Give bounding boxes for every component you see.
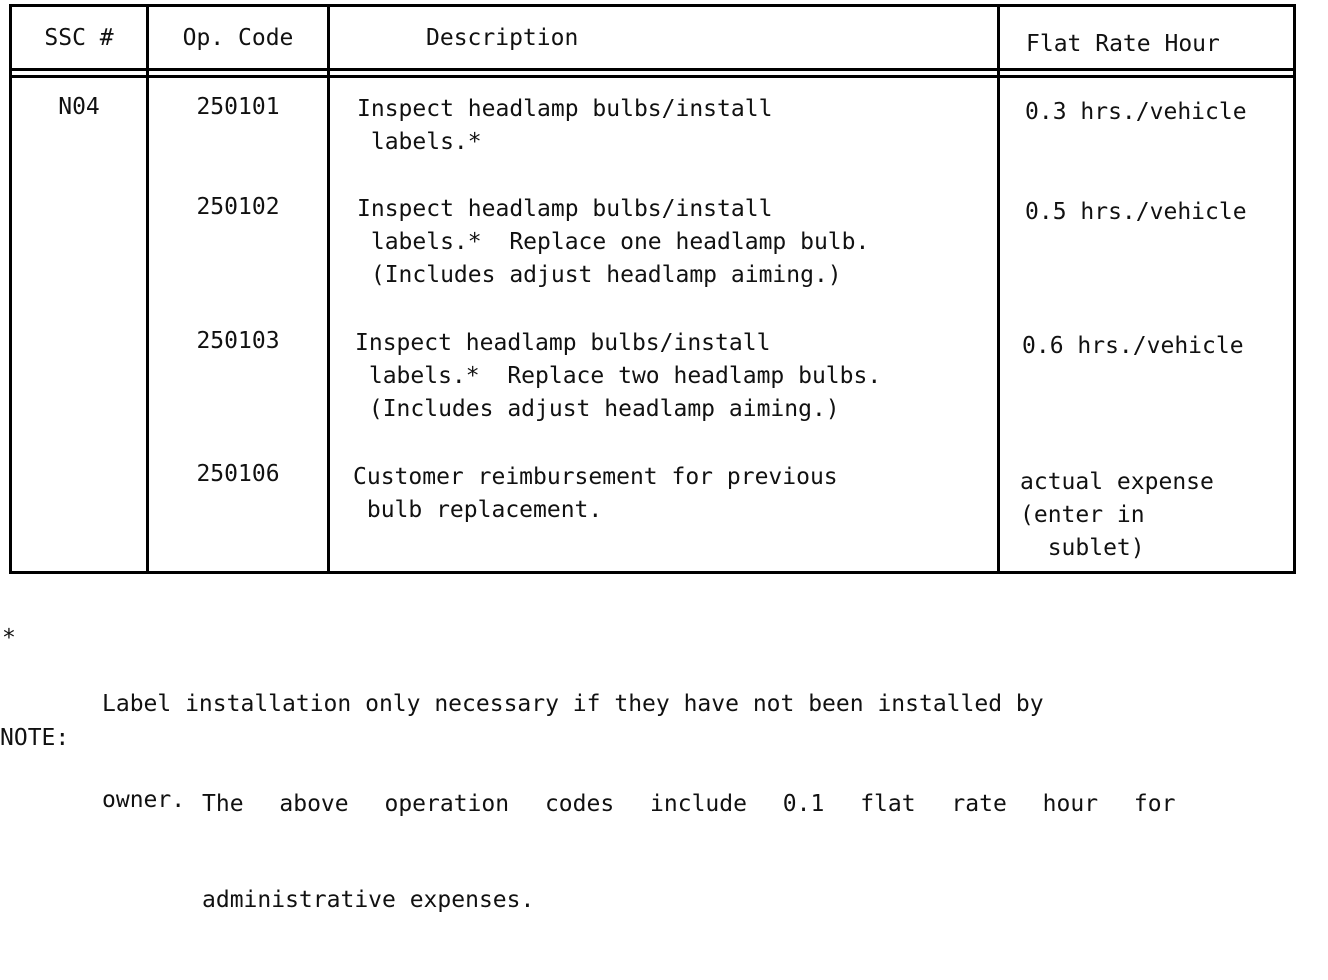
flat-rate-cell — [1020, 466, 1214, 565]
ssc-value: N04 — [58, 94, 100, 120]
note-line: administrative expenses. — [202, 887, 535, 913]
description-line: labels.* — [357, 129, 482, 155]
description-line: Customer reimbursement for previous — [353, 464, 838, 490]
flat-rate-line: sublet) — [1020, 535, 1145, 561]
description-cell — [353, 461, 838, 527]
header-rule — [12, 75, 1293, 78]
footnote-line: owner. — [102, 787, 186, 813]
description-line: (Includes adjust headlamp aiming.) — [355, 396, 840, 422]
description-line: Inspect headlamp bulbs/install — [355, 330, 771, 356]
note-line: The above operation codes include 0.1 flat rate hour for — [202, 791, 1176, 817]
op-code-cell: 250103 — [196, 328, 280, 354]
op-code-cell: 250101 — [196, 94, 280, 120]
header-flat-rate-hour: Flat Rate Hour — [1026, 31, 1220, 57]
header-op-code: Op. Code — [182, 25, 294, 51]
description-cell — [357, 93, 772, 159]
description-line: labels.* Replace one headlamp bulb. — [357, 229, 870, 255]
footnote-marker: * — [2, 625, 16, 651]
flat-rate-cell — [1025, 96, 1247, 129]
labor-operation-table — [9, 4, 1296, 574]
description-line: bulb replacement. — [353, 497, 603, 523]
header-description: Description — [426, 25, 579, 51]
description-line: Inspect headlamp bulbs/install — [357, 196, 773, 222]
description-line: Inspect headlamp bulbs/install — [357, 96, 773, 122]
note-text — [202, 724, 1298, 980]
flat-rate-cell — [1022, 330, 1244, 363]
op-code-cell: 250102 — [196, 194, 280, 220]
header-rule — [12, 68, 1293, 71]
note-label: NOTE: — [0, 725, 70, 751]
flat-rate-line: (enter in — [1020, 502, 1145, 528]
description-line: labels.* Replace two headlamp bulbs. — [355, 363, 882, 389]
header-ssc: SSC # — [44, 25, 114, 51]
flat-rate-line: 0.6 hrs./vehicle — [1022, 333, 1244, 359]
description-cell — [357, 193, 869, 292]
op-code-cell: 250106 — [196, 461, 280, 487]
flat-rate-line: 0.5 hrs./vehicle — [1025, 199, 1247, 225]
description-cell — [355, 327, 881, 426]
column-divider — [997, 7, 1000, 571]
flat-rate-line: 0.3 hrs./vehicle — [1025, 99, 1247, 125]
footnote-line-text: Label installation only necessary if they have not been installed by — [102, 691, 1044, 717]
flat-rate-line: actual expense — [1020, 469, 1214, 495]
column-divider — [327, 7, 330, 571]
flat-rate-cell — [1025, 196, 1247, 229]
footnote-line — [102, 688, 1298, 720]
description-line: (Includes adjust headlamp aiming.) — [357, 262, 842, 288]
